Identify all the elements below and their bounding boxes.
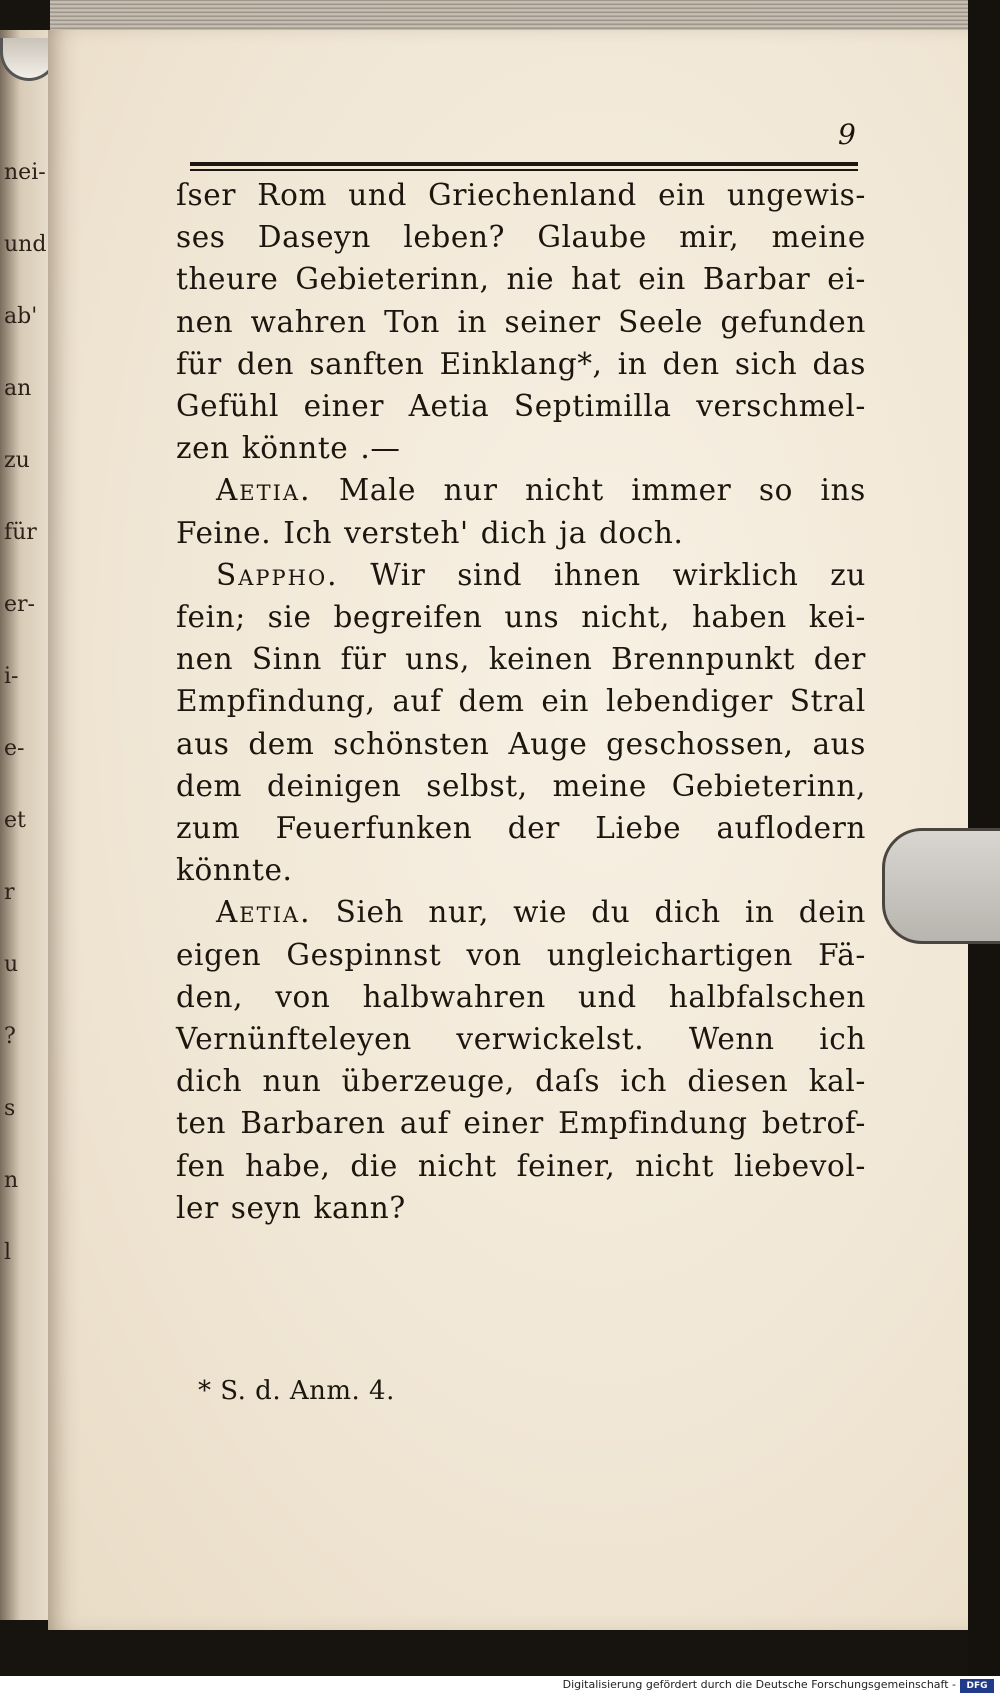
word: betrof- [761,1106,866,1141]
word: wirklich [672,557,799,592]
word: den [237,346,295,381]
word: Gebieterinn, [295,262,490,297]
word: in [617,346,648,381]
text-line [176,428,866,468]
word: dem [248,726,315,761]
left-page-fragment: et [4,808,26,833]
word: keinen [488,642,593,677]
word: Sieh [335,895,405,930]
word: nen [176,304,234,339]
word: haben [691,600,787,634]
left-page-fragment: n [4,1168,19,1193]
left-page-fragment: ? [4,1024,16,1049]
page-number: 9 [838,118,856,151]
left-page-fragment: l [4,1240,12,1265]
word: Gebieterinn, [671,768,866,803]
word: du [591,895,631,930]
word: das [812,346,866,381]
text-line [176,344,866,384]
text-line [176,1146,866,1186]
word: seyn [230,1190,302,1225]
word: halbwahren [362,979,546,1014]
word: in [744,895,775,930]
word: dich [480,515,548,550]
word: kei- [808,600,866,634]
book-page [48,30,968,1630]
word: versteh' [344,515,469,550]
word: seiner [504,304,601,339]
word: .— [360,431,401,466]
word: ungewis- [727,178,866,212]
word: eigen [176,937,262,972]
text-line [176,597,866,637]
word: dich [176,1064,243,1099]
word: halbfalschen [668,979,866,1014]
text-line [176,1019,866,1059]
word: Stral [789,684,866,719]
word: theure [176,262,279,297]
text-line [176,302,866,342]
word: dich [654,895,721,930]
word: kann? [313,1190,406,1225]
word: ja [559,515,587,550]
word: ihnen [553,557,641,592]
word: hat [571,262,622,297]
dfg-logo: DFG [960,1679,994,1693]
word: fen [176,1148,226,1183]
word: Sinn [251,642,322,677]
word: wie [513,895,568,930]
text-line [176,766,866,806]
word: und [578,979,637,1014]
word: den, [176,979,244,1014]
word: Gespinnst [286,937,442,972]
word: nie [506,262,555,297]
word: dein [798,895,866,930]
word: meine [771,220,866,255]
word: ſser [176,178,237,212]
word: ich [620,1064,668,1099]
text-line [176,808,866,848]
word: mir, [679,220,740,255]
footnote: * S. d. Anm. 4. [198,1376,395,1406]
word: daſs [535,1064,601,1099]
word: von [275,979,331,1014]
word: selbst, [426,768,528,803]
text-line [216,470,866,510]
word: Wir [370,557,426,592]
word: überzeuge, [341,1064,515,1099]
word: uns, [405,642,471,677]
word: Griechenland [428,178,637,212]
word: Glaube [537,220,647,255]
word: ungleichartigen [546,937,793,972]
word: Aetia [408,389,490,423]
word: Seele [618,304,704,339]
word: gefunden [720,304,866,339]
speaker-name: Aetia. [216,895,312,930]
left-page-fragment: e- [4,736,25,761]
word: einer [303,389,385,423]
word: Gefühl [176,389,279,423]
word: ein [541,684,590,719]
word: könnte [241,431,349,466]
word: Empfindung, [176,684,376,719]
text-line [176,386,866,426]
word: ses [176,220,226,255]
word: sie [267,600,312,634]
speaker-name: Sappho. [216,557,339,592]
word: ei- [827,262,866,297]
word: Empfindung [558,1106,748,1141]
word: doch. [598,515,684,550]
text-line [176,977,866,1017]
left-page-fragment: für [4,520,37,545]
word: sind [457,557,523,592]
text-line [176,217,866,257]
word: uns [504,600,560,634]
word: kal- [808,1064,866,1099]
word: auflodern [716,811,866,845]
word: begreifen [333,600,483,634]
word: in [457,304,488,339]
word: sich [734,346,798,381]
word: nicht [525,473,604,508]
word: ins [820,473,866,508]
left-page-fragment: und [4,232,47,257]
word: für [176,346,222,381]
header-rule-thin [190,169,858,171]
book-clip [882,828,1000,944]
word: liebevol- [734,1148,866,1183]
word: deinigen [266,768,402,803]
word: verwickelst. [456,1022,645,1056]
text-line [176,724,866,764]
word: ein [658,178,706,212]
left-page-fragment: an [4,376,32,401]
word: ten [176,1106,227,1141]
word: verschmel- [696,389,866,423]
word: könnte. [176,853,293,888]
left-page-fragment: er- [4,592,35,617]
word: Ich [283,515,333,550]
word: aus [812,726,866,761]
text-line [176,681,866,721]
word: die [350,1148,398,1183]
left-page-fragment: u [4,952,19,977]
word: Liebe [595,811,682,845]
word: zu [830,557,866,592]
text-line [176,850,866,890]
word: lebendiger [605,684,773,719]
left-page-fragment: s [4,1096,16,1121]
word: Feuerfunken [275,811,473,845]
text-line [216,892,866,932]
word: und [348,178,407,212]
word: Auge [508,726,588,761]
word: meine [552,768,647,803]
word: aus [176,726,230,761]
word: Feine. [176,515,272,550]
word: Wenn [688,1022,775,1056]
word: nun [262,1064,322,1099]
word: wahren [250,304,367,339]
word: von [466,937,522,972]
text-line [176,175,866,215]
word: Barbaren [240,1106,386,1141]
text-line [176,639,866,679]
word: feiner, [516,1148,616,1183]
word: nur [443,473,498,508]
word: dem [176,768,243,803]
word: dem [458,684,525,719]
word: nur, [428,895,489,930]
text-line [216,555,866,595]
word: ich [819,1022,866,1056]
word: der [813,642,866,677]
word: auf [392,684,442,719]
word: sanften [309,346,425,381]
word: der [507,811,560,845]
page-stack-edges [50,0,968,30]
word: auf [399,1106,450,1141]
word: Fä- [818,937,866,972]
word: nicht [635,1148,715,1183]
word: Ton [384,304,441,339]
word: einer [463,1106,544,1141]
word: für [340,642,387,677]
digitization-credit: Digitalisierung gefördert durch die Deutsche Forschungsgemeinschaft - [562,1678,956,1691]
left-page-fragment: zu [4,448,30,473]
word: leben? [403,220,505,255]
word: geschossen, [606,726,794,761]
left-page-fragment: nei- [4,160,46,185]
left-page-fragment: ab' [4,304,38,329]
left-page-fragment: i- [4,664,19,689]
text-line [176,1061,866,1101]
text-line [176,935,866,975]
text-line [176,259,866,299]
text-line [176,1188,866,1228]
text-line [176,513,866,553]
word: zum [176,811,241,845]
word: Rom [257,178,328,212]
word: Barbar [702,262,811,297]
word: schönsten [333,726,490,761]
left-page-fragment: r [4,880,15,905]
word: nicht [417,1148,497,1183]
word: Septimilla [513,389,672,423]
word: Vernünfteleyen [176,1022,412,1056]
word: ler [176,1190,219,1225]
speaker-name: Aetia. [216,473,312,508]
word: immer [631,473,732,508]
word: ein [638,262,686,297]
text-line [176,1103,866,1143]
word: nen [176,642,234,677]
header-rule-thick [190,162,858,166]
word: Einklang*, [439,346,603,381]
word: nicht, [581,600,671,634]
word: fein; [176,600,246,634]
word: den [662,346,720,381]
word: so [758,473,794,508]
word: diesen [687,1064,789,1099]
word: Brennpunkt [611,642,796,677]
word: habe, [245,1148,331,1183]
word: Male [339,473,417,508]
word: zen [176,431,230,466]
word: Daseyn [257,220,371,255]
